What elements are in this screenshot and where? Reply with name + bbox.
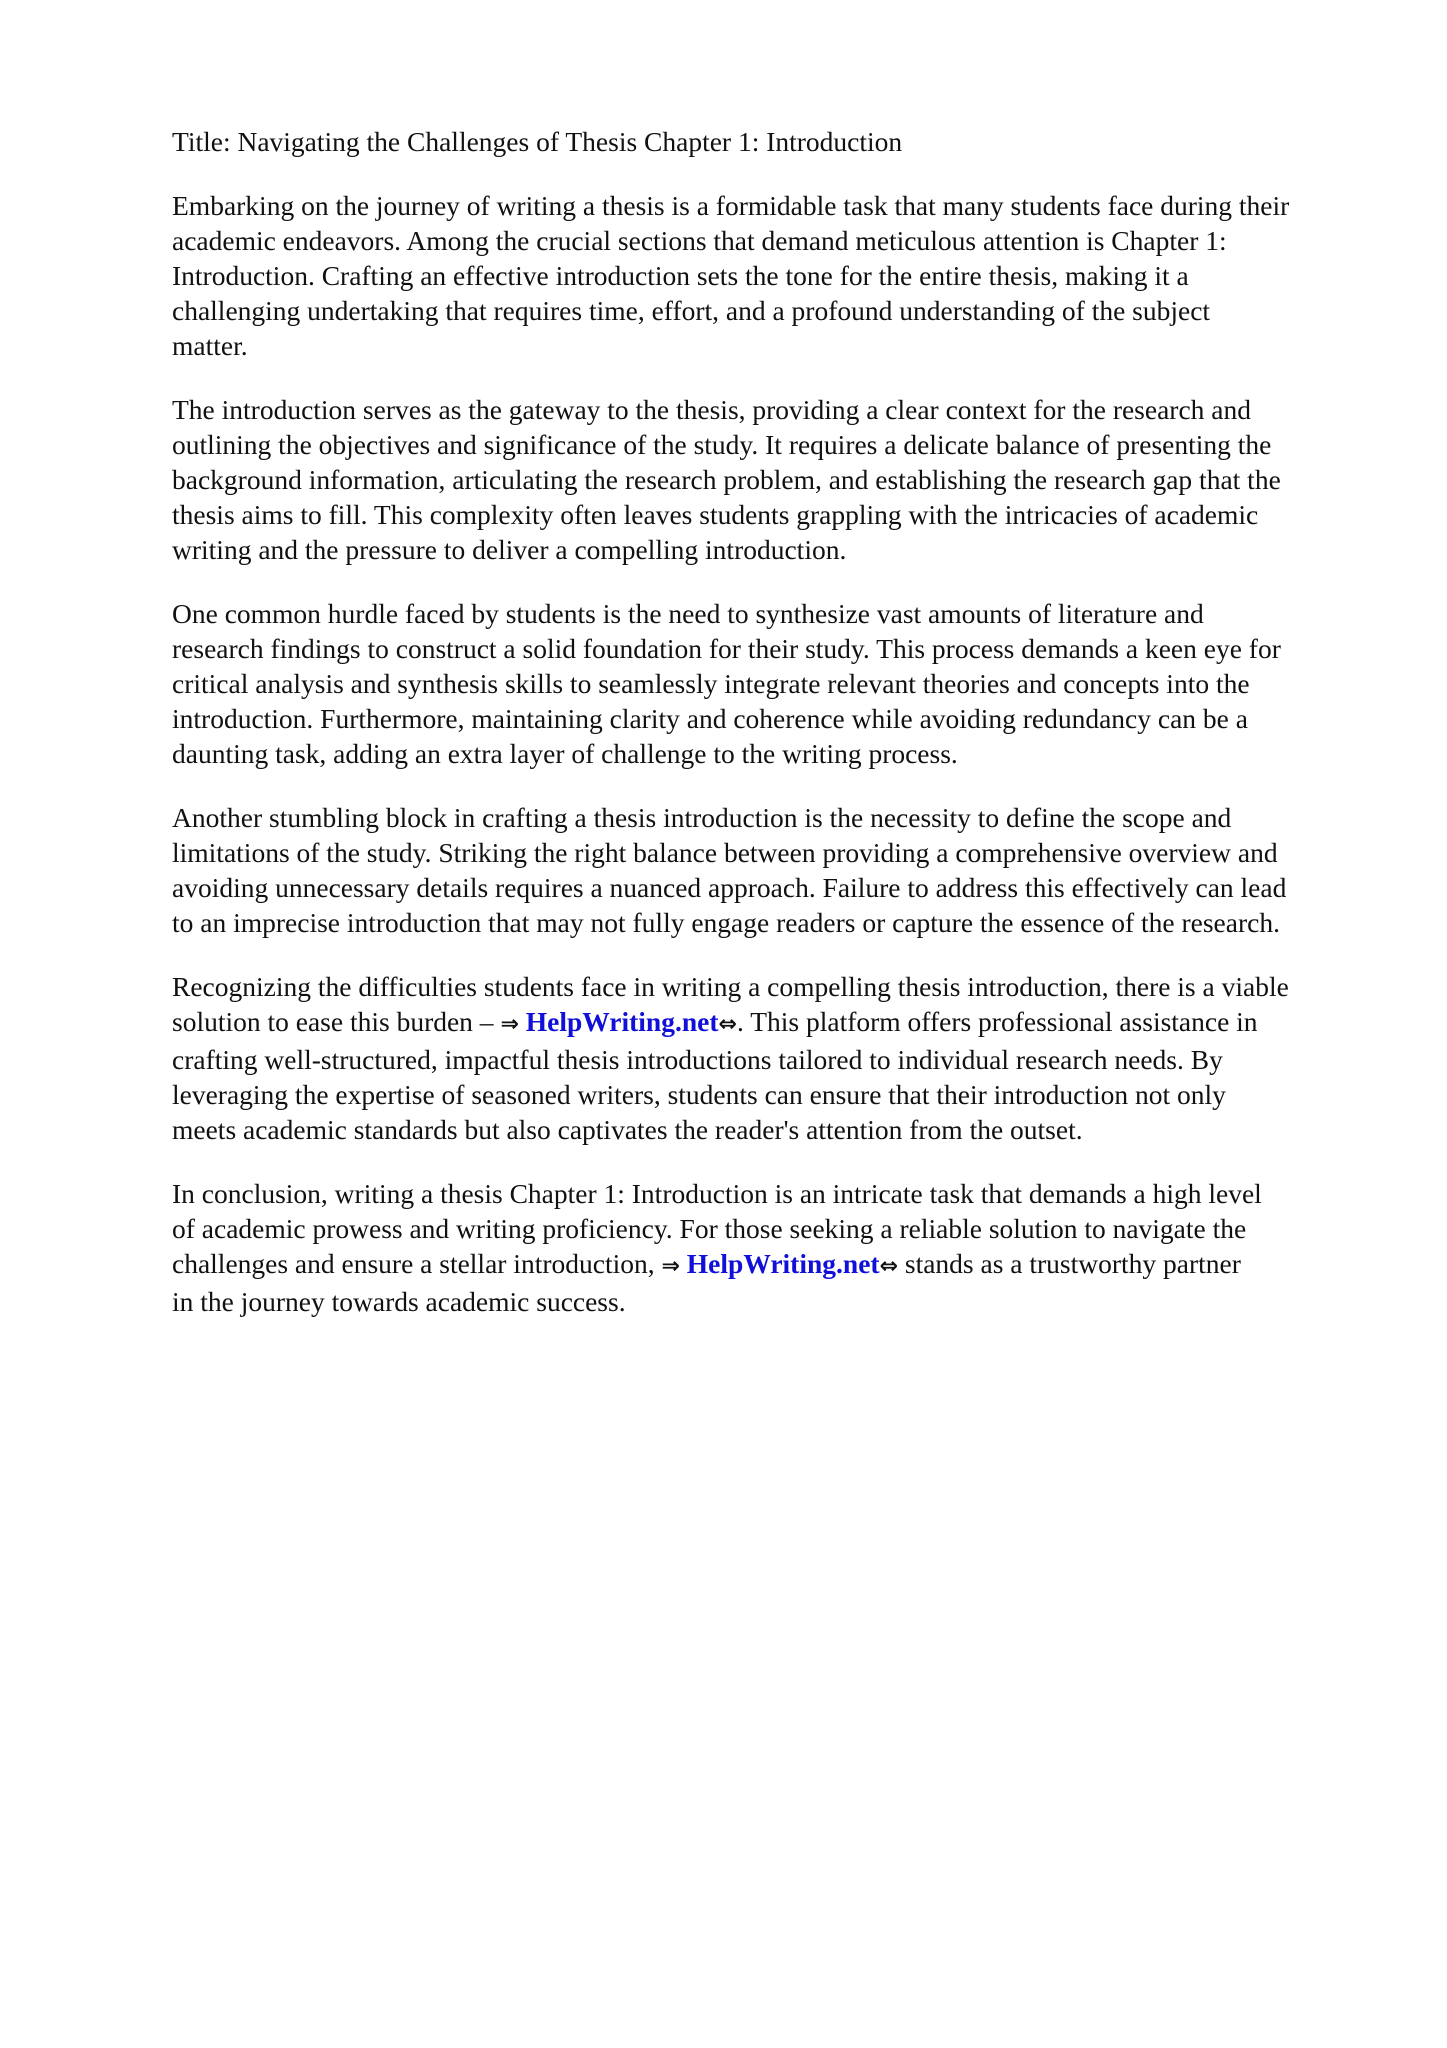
- text-segment: solution to ease this burden –: [172, 1006, 501, 1037]
- text-line: One common hurdle faced by students is the need to synthesize vast amounts of literature and: [172, 598, 1204, 629]
- text-line: to an imprecise introduction that may not fully engage readers or capture the essence of the research.: [172, 907, 1280, 938]
- paragraph-5: [172, 969, 1392, 1147]
- text-line: limitations of the study. Striking the right balance between providing a comprehensive overview and: [172, 837, 1278, 868]
- text-line: In conclusion, writing a thesis Chapter 1: Introduction is an intricate task that demands a high level: [172, 1178, 1262, 1209]
- text-segment: . This platform offers professional assistance in: [736, 1006, 1258, 1037]
- text-line: academic endeavors. Among the crucial sections that demand meticulous attention is Chapter 1:: [172, 225, 1227, 256]
- right-arrow-icon: ⇒: [661, 1254, 680, 1279]
- text-segment: stands as a trustworthy partner: [898, 1248, 1241, 1279]
- left-right-arrow-icon: ⇔: [879, 1254, 898, 1279]
- left-right-arrow-icon: ⇔: [718, 1012, 737, 1037]
- helpwriting-link[interactable]: HelpWriting.net: [686, 1248, 880, 1279]
- text-line: matter.: [172, 330, 248, 361]
- text-line: leveraging the expertise of seasoned writers, students can ensure that their introduction not only: [172, 1079, 1226, 1110]
- paragraph-3: [172, 596, 1392, 771]
- text-line: critical analysis and synthesis skills to seamlessly integrate relevant theories and concepts into the: [172, 668, 1250, 699]
- text-line: challenging undertaking that requires time, effort, and a profound understanding of the subject: [172, 295, 1211, 326]
- text-line: in the journey towards academic success.: [172, 1286, 626, 1317]
- paragraph-4: [172, 800, 1392, 940]
- text-line: research findings to construct a solid foundation for their study. This process demands a keen eye for: [172, 633, 1281, 664]
- text-line: outlining the objectives and significance of the study. It requires a delicate balance of presenting the: [172, 429, 1272, 460]
- helpwriting-link[interactable]: HelpWriting.net: [525, 1006, 719, 1037]
- text-line: thesis aims to fill. This complexity often leaves students grappling with the intricacies of academic: [172, 499, 1259, 530]
- text-line: crafting well-structured, impactful thesis introductions tailored to individual research needs. By: [172, 1044, 1223, 1075]
- right-arrow-icon: ⇒: [500, 1012, 519, 1037]
- document-page: [172, 124, 1392, 1348]
- document-title: Title: Navigating the Challenges of Thesis Chapter 1: Introduction: [172, 126, 903, 157]
- text-line: The introduction serves as the gateway to the thesis, providing a clear context for the research and: [172, 394, 1251, 425]
- text-line: Introduction. Crafting an effective introduction sets the tone for the entire thesis, making it a: [172, 260, 1189, 291]
- text-line: Embarking on the journey of writing a thesis is a formidable task that many students face during their: [172, 190, 1290, 221]
- text-segment: challenges and ensure a stellar introduction,: [172, 1248, 662, 1279]
- text-line: meets academic standards but also captivates the reader's attention from the outset.: [172, 1114, 1083, 1145]
- text-line: introduction. Furthermore, maintaining clarity and coherence while avoiding redundancy can be a: [172, 703, 1248, 734]
- text-line: background information, articulating the research problem, and establishing the research gap that the: [172, 464, 1281, 495]
- paragraph-1: [172, 188, 1392, 363]
- text-line: avoiding unnecessary details requires a nuanced approach. Failure to address this effectively can lead: [172, 872, 1287, 903]
- paragraph-2: [172, 392, 1392, 567]
- text-line: daunting task, adding an extra layer of challenge to the writing process.: [172, 738, 958, 769]
- text-line: writing and the pressure to deliver a compelling introduction.: [172, 534, 847, 565]
- text-line: of academic prowess and writing proficiency. For those seeking a reliable solution to navigate the: [172, 1213, 1247, 1244]
- text-line: Another stumbling block in crafting a thesis introduction is the necessity to define the scope and: [172, 802, 1232, 833]
- paragraph-6: [172, 1176, 1392, 1319]
- text-line: [172, 1246, 1392, 1284]
- text-line: Recognizing the difficulties students face in writing a compelling thesis introduction, there is a viable: [172, 971, 1289, 1002]
- text-line: [172, 1004, 1392, 1042]
